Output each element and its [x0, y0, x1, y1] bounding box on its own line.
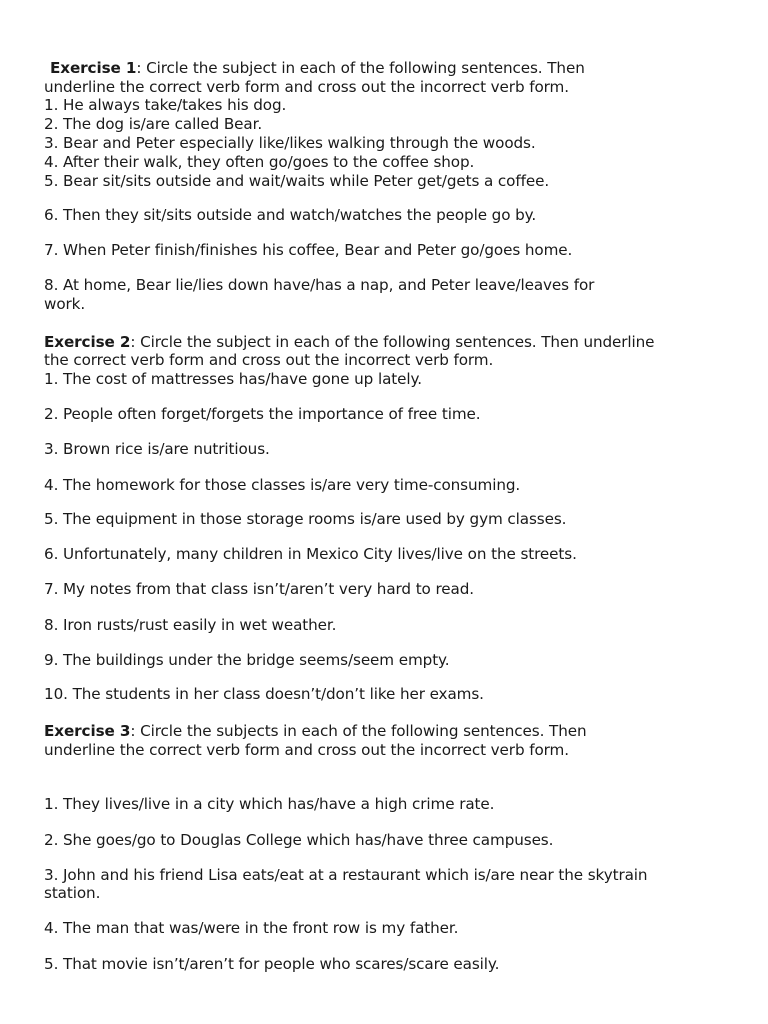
- ex1-item-8-continued: work.: [44, 295, 86, 313]
- ex2-item-1: 1. The cost of mattresses has/have gone up lately.: [44, 370, 422, 388]
- ex2-item-9: 9. The buildings under the bridge seems/seem empty.: [44, 651, 450, 669]
- ex2-item-6: 6. Unfortunately, many children in Mexico City lives/live on the streets.: [44, 545, 577, 563]
- exercise-3-heading: [44, 722, 587, 741]
- exercise-2-heading: [44, 333, 654, 352]
- ex2-item-8: 8. Iron rusts/rust easily in wet weather.: [44, 616, 337, 634]
- ex1-item-2: 2. The dog is/are called Bear.: [44, 115, 263, 133]
- ex3-item-5: 5. That movie isn’t/aren’t for people who scares/scare easily.: [44, 955, 500, 973]
- ex1-item-1: 1. He always take/takes his dog.: [44, 96, 287, 114]
- exercise-3-intro: : Circle the subjects in each of the following sentences. Then: [130, 722, 587, 740]
- exercise-1-heading: [50, 59, 585, 78]
- exercise-2-intro: : Circle the subject in each of the following sentences. Then underline: [130, 333, 655, 351]
- exercise-1-title: Exercise 1: [50, 59, 137, 77]
- ex1-item-8: 8. At home, Bear lie/lies down have/has a nap, and Peter leave/leaves for: [44, 276, 595, 294]
- ex3-item-3-continued: station.: [44, 884, 101, 902]
- ex2-item-3: 3. Brown rice is/are nutritious.: [44, 440, 270, 458]
- ex2-item-4: 4. The homework for those classes is/are very time-consuming.: [44, 476, 521, 494]
- ex2-item-10: 10. The students in her class doesn’t/don’t like her exams.: [44, 685, 484, 703]
- exercise-2-intro-line-2: the correct verb form and cross out the incorrect verb form.: [44, 351, 494, 369]
- ex3-item-1: 1. They lives/live in a city which has/have a high crime rate.: [44, 795, 495, 813]
- ex2-item-7: 7. My notes from that class isn’t/aren’t very hard to read.: [44, 580, 474, 598]
- ex1-item-6: 6. Then they sit/sits outside and watch/watches the people go by.: [44, 206, 537, 224]
- exercise-1-intro-line-2: underline the correct verb form and cross out the incorrect verb form.: [44, 78, 569, 96]
- ex3-item-3: 3. John and his friend Lisa eats/eat at a restaurant which is/are near the skytrain: [44, 866, 648, 884]
- ex3-item-2: 2. She goes/go to Douglas College which has/have three campuses.: [44, 831, 554, 849]
- ex3-item-4: 4. The man that was/were in the front row is my father.: [44, 919, 459, 937]
- ex2-item-5: 5. The equipment in those storage rooms is/are used by gym classes.: [44, 510, 567, 528]
- ex1-item-7: 7. When Peter finish/finishes his coffee, Bear and Peter go/goes home.: [44, 241, 573, 259]
- ex1-item-5: 5. Bear sit/sits outside and wait/waits while Peter get/gets a coffee.: [44, 172, 550, 190]
- exercise-3-title: Exercise 3: [44, 722, 131, 740]
- exercise-2-title: Exercise 2: [44, 333, 131, 351]
- ex1-item-3: 3. Bear and Peter especially like/likes walking through the woods.: [44, 134, 536, 152]
- ex2-item-2: 2. People often forget/forgets the importance of free time.: [44, 405, 481, 423]
- ex1-item-4: 4. After their walk, they often go/goes to the coffee shop.: [44, 153, 475, 171]
- exercise-1-intro: : Circle the subject in each of the following sentences. Then: [136, 59, 585, 77]
- exercise-3-intro-line-2: underline the correct verb form and cross out the incorrect verb form.: [44, 741, 569, 759]
